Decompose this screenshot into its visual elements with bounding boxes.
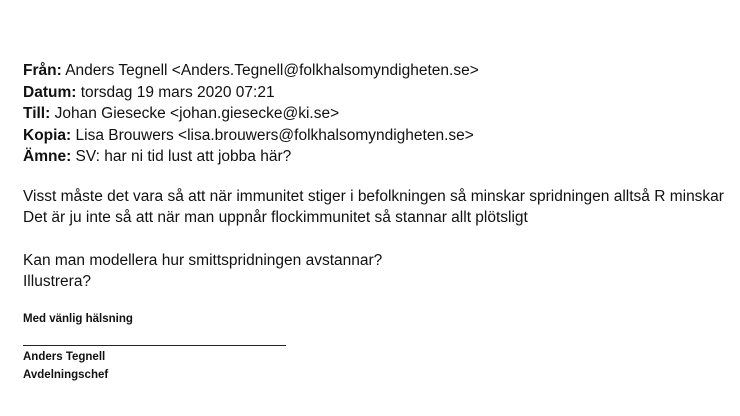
header-subject-label: Ämne: bbox=[23, 148, 72, 165]
body-line: Kan man modellera hur smittspridningen avstannar? bbox=[23, 251, 383, 269]
header-date bbox=[23, 82, 723, 104]
body-paragraph-1 bbox=[23, 186, 723, 228]
body-line: Det är ju inte så att när man uppnår flockimmunitet så stannar allt plötsligt bbox=[23, 208, 528, 226]
body-line: Visst måste det vara så att när immunitet stiger i befolkningen så minskar spridningen alltså R minskar bbox=[23, 187, 724, 205]
email-document bbox=[23, 60, 723, 382]
header-subject bbox=[23, 146, 723, 168]
header-from-value: Anders Tegnell <Anders.Tegnell@folkhalsomyndigheten.se> bbox=[65, 62, 479, 79]
header-cc-value: Lisa Brouwers <lisa.brouwers@folkhalsomyndigheten.se> bbox=[75, 126, 474, 144]
header-from bbox=[23, 60, 723, 82]
header-to bbox=[23, 103, 723, 125]
header-date-label: Datum: bbox=[23, 83, 77, 101]
header-from-label: Från: bbox=[23, 62, 62, 79]
body-paragraph-2 bbox=[23, 250, 723, 292]
closing-greeting: Med vänlig hälsning bbox=[23, 312, 133, 325]
header-cc-label: Kopia: bbox=[23, 126, 72, 144]
signature-title: Avdelningschef bbox=[23, 368, 109, 381]
header-subject-value: SV: har ni tid lust att jobba här? bbox=[75, 148, 292, 165]
header-to-value: Johan Giesecke <johan.giesecke@ki.se> bbox=[54, 105, 340, 122]
signature-name: Anders Tegnell bbox=[23, 350, 106, 363]
email-headers bbox=[23, 60, 723, 168]
header-to-label: Till: bbox=[23, 105, 51, 122]
header-cc bbox=[23, 125, 723, 147]
header-date-value: torsdag 19 mars 2020 07:21 bbox=[80, 83, 275, 101]
body-line: Illustrera? bbox=[23, 272, 92, 290]
signature-divider bbox=[23, 345, 286, 346]
